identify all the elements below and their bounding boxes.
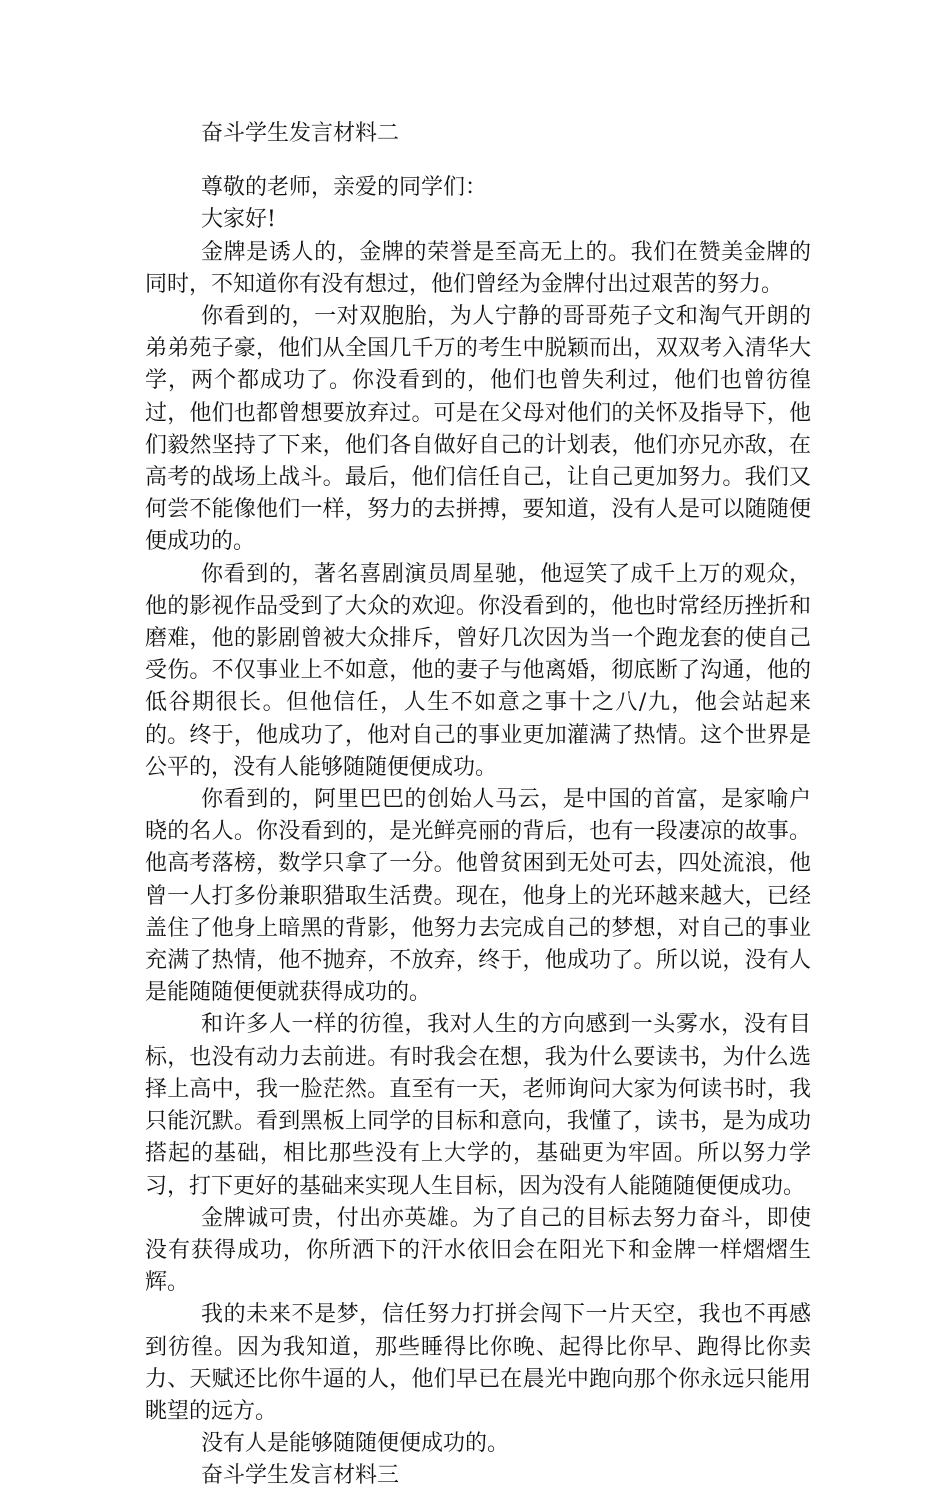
greeting-line: 大家好! [201,207,276,233]
document-body [145,118,811,1493]
closing-line: 没有人是能够随随便便成功的。 [201,1431,510,1457]
next-section-title: 奋斗学生发言材料三 [201,1463,400,1489]
paragraph-1: 金牌是诱人的，金牌的荣誉是至高无上的。我们在赞美金牌的同时，不知道你有没有想过，他们曾经为金牌付出过艰苦的努力。 [145,239,811,297]
paragraph-6: 金牌诚可贵，付出亦英雄。为了自己的目标去努力奋斗，即使没有获得成功，你所洒下的汗水依旧会在阳光下和金牌一样熠熠生辉。 [145,1205,811,1296]
paragraph-3: 你看到的，著名喜剧演员周星驰，他逗笑了成千上万的观众，他的影视作品受到了大众的欢迎。你没看到的，他也时常经历挫折和磨难，他的影剧曾被大众排斥，曾好几次因为当一个跑龙套的使自己受伤。不仅事业上不如意，他的妻子与他离婚，彻底断了沟通，他的低谷期很长。但他信任，人生不如意之事十之八/九，他会站起来的。终于，他成功了，他对自己的事业更加灌满了热情。这个世界是公平的，没有人能够随随便便成功。 [145,561,811,780]
paragraph-2: 你看到的，一对双胞胎，为人宁静的哥哥苑子文和淘气开朗的弟弟苑子豪，他们从全国几千万的考生中脱颖而出，双双考入清华大学，两个都成功了。你没看到的，他们也曾失利过，他们也曾彷徨过，他们也都曾想要放弃过。可是在父母对他们的关怀及指导下，他们毅然坚持了下来，他们各自做好自己的计划表，他们亦兄亦敌，在高考的战场上战斗。最后，他们信任自己，让自己更加努力。我们又何尝不能像他们一样，努力的去拼搏，要知道，没有人是可以随随便便成功的。 [145,304,811,555]
title-spacing [145,150,811,172]
document-title: 奋斗学生发言材料二 [201,121,400,146]
paragraph-4: 你看到的，阿里巴巴的创始人马云，是中国的首富，是家喻户晓的名人。你没看到的，是光鲜亮丽的背后，也有一段凄凉的故事。他高考落榜，数学只拿了一分。他曾贫困到无处可去，四处流浪，他曾一人打多份兼职猎取生活费。现在，他身上的光环越来越大，已经盖住了他身上暗黑的背影，他努力去完成自己的梦想，对自己的事业充满了热情，他不抛弃，不放弃，终于，他成功了。所以说，没有人是能随随便便就获得成功的。 [145,787,811,1006]
paragraph-7: 我的未来不是梦，信任努力打拼会闯下一片天空，我也不再感到彷徨。因为我知道，那些睡得比你晚、起得比你早、跑得比你卖力、天赋还比你牛逼的人，他们早已在晨光中跑向那个你永远只能用眺望的远方。 [145,1302,811,1424]
salutation-line: 尊敬的老师，亲爱的同学们： [201,175,488,201]
paragraph-5: 和许多人一样的彷徨，我对人生的方向感到一头雾水，没有目标，也没有动力去前进。有时我会在想，我为什么要读书，为什么选择上高中，我一脸茫然。直至有一天，老师询问大家为何读书时，我只能沉默。看到黑板上同学的目标和意向，我懂了，读书，是为成功搭起的基础，相比那些没有上大学的，基础更为牢固。所以努力学习，打下更好的基础来实现人生目标，因为没有人能随随便便成功。 [145,1012,811,1199]
